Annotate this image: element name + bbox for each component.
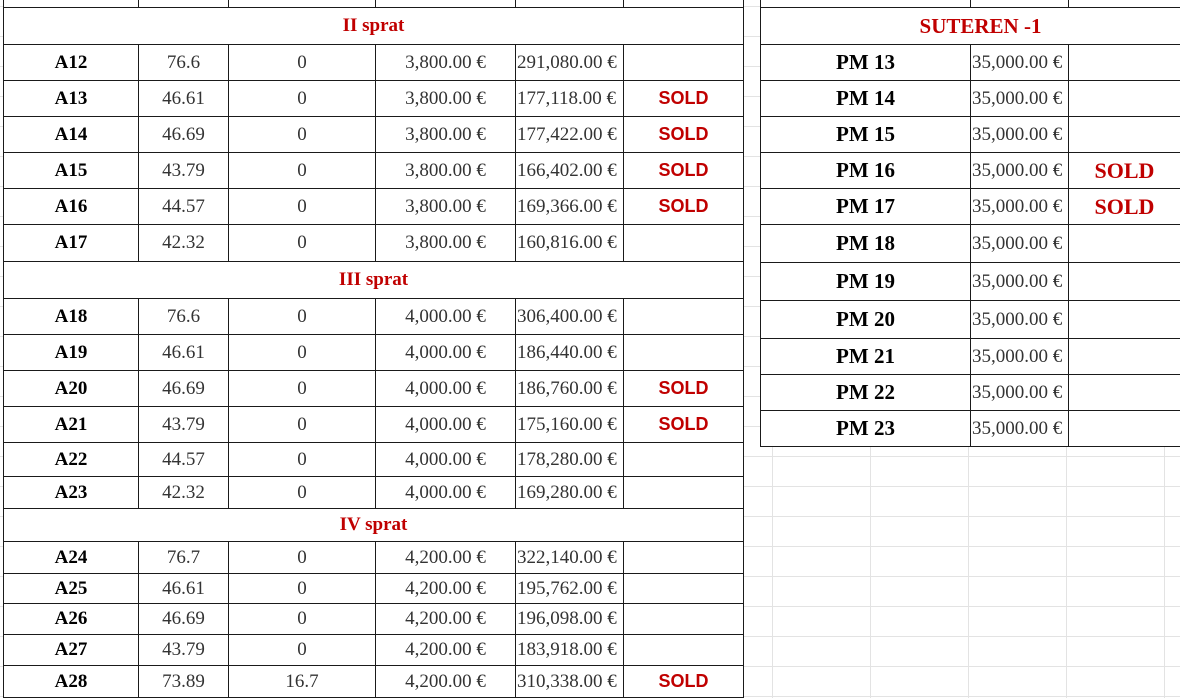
total-price-cell[interactable]: 169,366.00 € xyxy=(516,189,624,225)
status-cell[interactable]: SOLD xyxy=(624,371,744,407)
section-title[interactable]: IV sprat xyxy=(4,509,744,542)
unit-id-cell[interactable]: A18 xyxy=(4,299,139,335)
status-cell[interactable]: SOLD xyxy=(624,407,744,443)
table-row xyxy=(761,0,1180,8)
price-per-m2-cell[interactable]: 4,200.00 € xyxy=(376,604,516,635)
table-row xyxy=(761,225,1180,263)
parking-price-cell[interactable]: 35,000.00 € xyxy=(971,189,1069,225)
parking-price-cell[interactable]: 35,000.00 € xyxy=(971,301,1069,339)
unit-id-cell[interactable]: A27 xyxy=(4,635,139,666)
parking-price-cell[interactable]: 35,000.00 € xyxy=(971,117,1069,153)
section-title[interactable]: III sprat xyxy=(4,262,744,299)
total-price-cell[interactable]: 160,816.00 € xyxy=(516,225,624,262)
status-cell[interactable] xyxy=(1069,375,1180,411)
price-per-m2-cell[interactable]: 4,200.00 € xyxy=(376,574,516,604)
status-cell[interactable]: SOLD xyxy=(624,117,744,153)
unit-id-cell[interactable]: A20 xyxy=(4,371,139,407)
extra-area-cell[interactable]: 16.7 xyxy=(229,666,376,698)
parking-price-cell[interactable]: 35,000.00 € xyxy=(971,45,1069,81)
area-cell[interactable]: 76.6 xyxy=(139,299,229,335)
parking-id-cell[interactable]: PM 19 xyxy=(761,263,971,301)
area-cell[interactable]: 43.79 xyxy=(139,407,229,443)
table-row xyxy=(4,45,744,81)
price-per-m2-cell[interactable]: 4,000.00 € xyxy=(376,371,516,407)
extra-area-cell[interactable]: 0 xyxy=(229,371,376,407)
total-price-cell[interactable]: 177,118.00 € xyxy=(516,81,624,117)
area-cell[interactable]: 43.79 xyxy=(139,635,229,666)
table-row xyxy=(4,335,744,371)
area-cell[interactable]: 46.61 xyxy=(139,335,229,371)
status-cell[interactable] xyxy=(624,299,744,335)
cell[interactable] xyxy=(516,0,624,8)
unit-id-cell[interactable]: A15 xyxy=(4,153,139,189)
cell[interactable] xyxy=(229,0,376,8)
extra-area-cell[interactable]: 0 xyxy=(229,189,376,225)
extra-area-cell[interactable]: 0 xyxy=(229,117,376,153)
table-row xyxy=(761,45,1180,81)
section-header-row xyxy=(4,509,744,542)
status-cell[interactable]: SOLD xyxy=(1069,153,1180,189)
extra-area-cell[interactable]: 0 xyxy=(229,153,376,189)
parking-price-cell[interactable]: 35,000.00 € xyxy=(971,411,1069,447)
unit-id-cell[interactable]: A14 xyxy=(4,117,139,153)
total-price-cell[interactable]: 175,160.00 € xyxy=(516,407,624,443)
section-title[interactable]: SUTEREN -1 xyxy=(761,8,1180,45)
table-row xyxy=(4,604,744,635)
area-cell[interactable]: 46.61 xyxy=(139,574,229,604)
table-row xyxy=(4,225,744,262)
parking-price-cell[interactable]: 35,000.00 € xyxy=(971,153,1069,189)
area-cell[interactable]: 42.32 xyxy=(139,225,229,262)
status-cell[interactable] xyxy=(624,635,744,666)
parking-price-cell[interactable]: 35,000.00 € xyxy=(971,81,1069,117)
table-row xyxy=(761,411,1180,447)
status-cell[interactable] xyxy=(1069,117,1180,153)
area-cell[interactable]: 46.61 xyxy=(139,81,229,117)
unit-id-cell[interactable]: A17 xyxy=(4,225,139,262)
total-price-cell[interactable]: 195,762.00 € xyxy=(516,574,624,604)
unit-id-cell[interactable]: A21 xyxy=(4,407,139,443)
parking-id-cell[interactable]: PM 21 xyxy=(761,339,971,375)
section-header-row xyxy=(4,262,744,299)
status-cell[interactable] xyxy=(624,225,744,262)
parking-id-cell[interactable]: PM 17 xyxy=(761,189,971,225)
table-row xyxy=(4,117,744,153)
parking-id-cell[interactable]: PM 23 xyxy=(761,411,971,447)
table-row xyxy=(4,635,744,666)
cell[interactable] xyxy=(139,0,229,8)
area-cell[interactable]: 44.57 xyxy=(139,189,229,225)
unit-id-cell[interactable]: A26 xyxy=(4,604,139,635)
status-cell[interactable] xyxy=(1069,45,1180,81)
unit-id-cell[interactable]: A12 xyxy=(4,45,139,81)
status-cell[interactable]: SOLD xyxy=(624,189,744,225)
cell[interactable] xyxy=(624,0,744,8)
total-price-cell[interactable]: 169,280.00 € xyxy=(516,477,624,509)
area-cell[interactable]: 76.7 xyxy=(139,542,229,574)
table-row xyxy=(4,574,744,604)
extra-area-cell[interactable]: 0 xyxy=(229,299,376,335)
table-row xyxy=(761,301,1180,339)
cell[interactable] xyxy=(1069,0,1180,8)
table-row xyxy=(4,189,744,225)
section-title[interactable]: II sprat xyxy=(4,8,744,45)
extra-area-cell[interactable]: 0 xyxy=(229,604,376,635)
floor-prices-body xyxy=(4,0,744,698)
status-cell[interactable]: SOLD xyxy=(624,153,744,189)
extra-area-cell[interactable]: 0 xyxy=(229,81,376,117)
cell[interactable] xyxy=(761,0,971,8)
parking-price-cell[interactable]: 35,000.00 € xyxy=(971,339,1069,375)
unit-id-cell[interactable]: A13 xyxy=(4,81,139,117)
parking-id-cell[interactable]: PM 20 xyxy=(761,301,971,339)
total-price-cell[interactable]: 291,080.00 € xyxy=(516,45,624,81)
unit-id-cell[interactable]: A23 xyxy=(4,477,139,509)
area-cell[interactable]: 42.32 xyxy=(139,477,229,509)
area-cell[interactable]: 46.69 xyxy=(139,604,229,635)
area-cell[interactable]: 46.69 xyxy=(139,117,229,153)
extra-area-cell[interactable]: 0 xyxy=(229,407,376,443)
area-cell[interactable]: 46.69 xyxy=(139,371,229,407)
table-row xyxy=(761,117,1180,153)
status-cell[interactable] xyxy=(624,574,744,604)
extra-area-cell[interactable]: 0 xyxy=(229,335,376,371)
unit-id-cell[interactable]: A16 xyxy=(4,189,139,225)
unit-id-cell[interactable]: A28 xyxy=(4,666,139,698)
parking-id-cell[interactable]: PM 15 xyxy=(761,117,971,153)
section-header-row xyxy=(4,8,744,45)
parking-price-cell[interactable]: 35,000.00 € xyxy=(971,375,1069,411)
price-per-m2-cell[interactable]: 3,800.00 € xyxy=(376,225,516,262)
extra-area-cell[interactable]: 0 xyxy=(229,477,376,509)
price-per-m2-cell[interactable]: 4,200.00 € xyxy=(376,635,516,666)
total-price-cell[interactable]: 177,422.00 € xyxy=(516,117,624,153)
section-header-row xyxy=(761,8,1180,45)
price-per-m2-cell[interactable]: 4,000.00 € xyxy=(376,407,516,443)
area-cell[interactable]: 76.6 xyxy=(139,45,229,81)
extra-area-cell[interactable]: 0 xyxy=(229,443,376,477)
extra-area-cell[interactable]: 0 xyxy=(229,542,376,574)
status-cell[interactable] xyxy=(1069,263,1180,301)
table-row xyxy=(761,81,1180,117)
cell[interactable] xyxy=(971,0,1069,8)
price-per-m2-cell[interactable]: 4,200.00 € xyxy=(376,666,516,698)
basement-parking-table xyxy=(760,0,1180,447)
price-per-m2-cell[interactable]: 4,000.00 € xyxy=(376,335,516,371)
price-per-m2-cell[interactable]: 4,000.00 € xyxy=(376,443,516,477)
status-cell[interactable] xyxy=(1069,339,1180,375)
status-cell[interactable]: SOLD xyxy=(1069,189,1180,225)
table-row xyxy=(4,153,744,189)
price-per-m2-cell[interactable]: 3,800.00 € xyxy=(376,117,516,153)
status-cell[interactable] xyxy=(1069,301,1180,339)
total-price-cell[interactable]: 186,760.00 € xyxy=(516,371,624,407)
unit-id-cell[interactable]: A19 xyxy=(4,335,139,371)
table-row xyxy=(4,0,744,8)
area-cell[interactable]: 43.79 xyxy=(139,153,229,189)
price-per-m2-cell[interactable]: 3,800.00 € xyxy=(376,153,516,189)
parking-id-cell[interactable]: PM 14 xyxy=(761,81,971,117)
total-price-cell[interactable]: 166,402.00 € xyxy=(516,153,624,189)
status-cell[interactable] xyxy=(624,477,744,509)
total-price-cell[interactable]: 186,440.00 € xyxy=(516,335,624,371)
table-row xyxy=(4,299,744,335)
table-row xyxy=(4,407,744,443)
unit-id-cell[interactable]: A25 xyxy=(4,574,139,604)
basement-parking-body xyxy=(761,0,1180,447)
total-price-cell[interactable]: 178,280.00 € xyxy=(516,443,624,477)
parking-id-cell[interactable]: PM 18 xyxy=(761,225,971,263)
total-price-cell[interactable]: 196,098.00 € xyxy=(516,604,624,635)
total-price-cell[interactable]: 322,140.00 € xyxy=(516,542,624,574)
extra-area-cell[interactable]: 0 xyxy=(229,574,376,604)
table-row xyxy=(4,371,744,407)
cell[interactable] xyxy=(4,0,139,8)
status-cell[interactable] xyxy=(1069,411,1180,447)
parking-id-cell[interactable]: PM 16 xyxy=(761,153,971,189)
table-row xyxy=(761,339,1180,375)
parking-id-cell[interactable]: PM 22 xyxy=(761,375,971,411)
floor-prices-table xyxy=(3,0,744,698)
parking-id-cell[interactable]: PM 13 xyxy=(761,45,971,81)
price-per-m2-cell[interactable]: 4,000.00 € xyxy=(376,477,516,509)
total-price-cell[interactable]: 310,338.00 € xyxy=(516,666,624,698)
area-cell[interactable]: 44.57 xyxy=(139,443,229,477)
unit-id-cell[interactable]: A22 xyxy=(4,443,139,477)
status-cell[interactable] xyxy=(624,45,744,81)
total-price-cell[interactable]: 306,400.00 € xyxy=(516,299,624,335)
table-row xyxy=(4,477,744,509)
table-row xyxy=(761,375,1180,411)
price-per-m2-cell[interactable]: 3,800.00 € xyxy=(376,189,516,225)
parking-price-cell[interactable]: 35,000.00 € xyxy=(971,263,1069,301)
status-cell[interactable]: SOLD xyxy=(624,81,744,117)
status-cell[interactable] xyxy=(624,604,744,635)
extra-area-cell[interactable]: 0 xyxy=(229,225,376,262)
extra-area-cell[interactable]: 0 xyxy=(229,635,376,666)
table-row xyxy=(4,443,744,477)
status-cell[interactable] xyxy=(624,335,744,371)
table-row xyxy=(761,189,1180,225)
cell[interactable] xyxy=(376,0,516,8)
price-per-m2-cell[interactable]: 3,800.00 € xyxy=(376,45,516,81)
table-row xyxy=(761,153,1180,189)
table-row xyxy=(4,542,744,574)
status-cell[interactable] xyxy=(1069,225,1180,263)
table-row xyxy=(4,81,744,117)
status-cell[interactable] xyxy=(1069,81,1180,117)
status-cell[interactable] xyxy=(624,542,744,574)
extra-area-cell[interactable]: 0 xyxy=(229,45,376,81)
status-cell[interactable] xyxy=(624,443,744,477)
area-cell[interactable]: 73.89 xyxy=(139,666,229,698)
parking-price-cell[interactable]: 35,000.00 € xyxy=(971,225,1069,263)
price-per-m2-cell[interactable]: 3,800.00 € xyxy=(376,81,516,117)
unit-id-cell[interactable]: A24 xyxy=(4,542,139,574)
price-per-m2-cell[interactable]: 4,200.00 € xyxy=(376,542,516,574)
table-row xyxy=(4,666,744,698)
total-price-cell[interactable]: 183,918.00 € xyxy=(516,635,624,666)
status-cell[interactable]: SOLD xyxy=(624,666,744,698)
table-row xyxy=(761,263,1180,301)
price-per-m2-cell[interactable]: 4,000.00 € xyxy=(376,299,516,335)
